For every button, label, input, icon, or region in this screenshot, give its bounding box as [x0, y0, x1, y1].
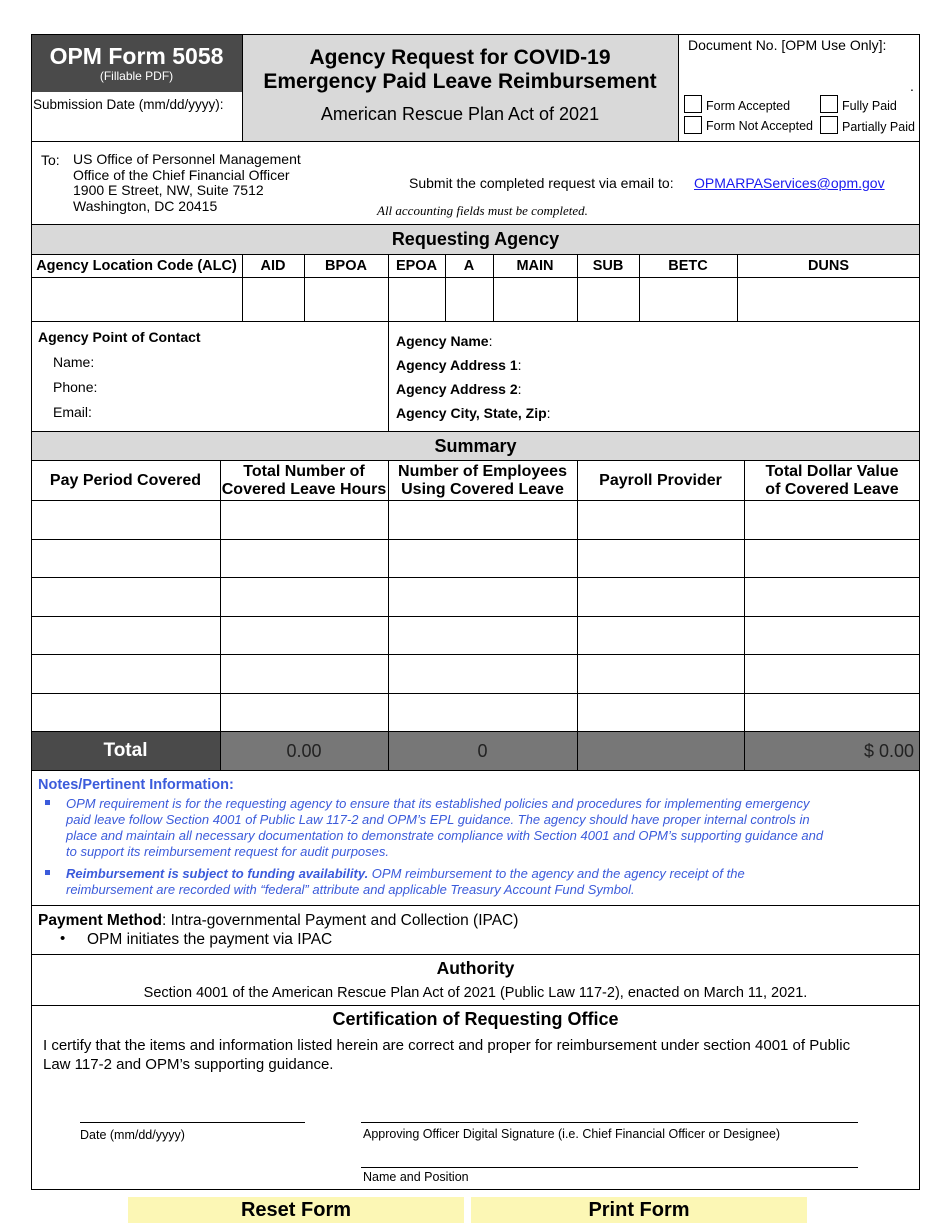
summary-col-divider	[577, 460, 578, 770]
poc-email-label: Email:	[53, 404, 92, 420]
submit-email-link[interactable]: OPMARPAServices@opm.gov	[694, 175, 885, 191]
poc-name-label: Name:	[53, 354, 95, 370]
payment-method: Payment Method: Intra-governmental Payment and Collection (IPAC)	[38, 912, 519, 929]
poc-bottom-line	[31, 431, 920, 432]
summary-heading-bottom	[31, 460, 920, 461]
total-dollars-value: $ 0.00	[744, 732, 920, 770]
notes-bottom-line	[31, 905, 920, 906]
certification-text: I certify that the items and information listed herein are correct and proper for reimbursement under section 4001 of Public Law 117-2 and OPM’s supporting guidance.	[43, 1037, 851, 1073]
agency-name-label: Agency Name:	[396, 333, 493, 349]
col-a-header: A	[463, 258, 475, 274]
payment-bottom-line	[31, 954, 920, 955]
address-line2: Office of the Chief Financial Officer	[73, 166, 290, 183]
header-bottom-line	[31, 141, 920, 142]
agency-col-divider	[737, 254, 738, 321]
to-label: To:	[41, 152, 60, 168]
leave-hours-header-l1: Total Number of	[243, 462, 365, 480]
dollar-value-header-l2: of Covered Leave	[765, 480, 899, 498]
form-border	[31, 34, 920, 1190]
form-title-line2: Emergency Paid Leave Reimbursement	[263, 70, 657, 93]
summary-col-divider	[388, 460, 389, 770]
col-epoa-header: EPOA	[395, 258, 438, 274]
form-title-line1: Agency Request for COVID-19	[309, 46, 611, 69]
summary-row-line	[31, 693, 920, 694]
agency-city-label: Agency City, State, Zip:	[396, 405, 551, 421]
header-divider	[242, 34, 243, 141]
employees-header-l1: Number of Employees	[398, 462, 567, 480]
authority-title: Authority	[436, 958, 515, 978]
poc-divider	[388, 321, 389, 431]
certification-title: Certification of Requesting Office	[332, 1009, 619, 1029]
dot-mark: .	[910, 78, 914, 94]
notes-title: Notes/Pertinent Information:	[38, 777, 234, 793]
agency-address1-label: Agency Address 1:	[396, 357, 522, 373]
name-position-label: Name and Position	[363, 1170, 469, 1184]
col-bpoa-header: BPOA	[325, 258, 367, 274]
agency-columns-bottom	[31, 277, 920, 278]
form-not-accepted-label: Form Not Accepted	[706, 119, 813, 133]
total-employees-value: 0	[388, 732, 577, 770]
date-label: Date (mm/dd/yyyy)	[80, 1128, 185, 1142]
submission-date-label: Submission Date (mm/dd/yyyy):	[33, 97, 224, 112]
payroll-provider-header: Payroll Provider	[599, 471, 722, 489]
agency-col-divider	[388, 254, 389, 321]
fillable-note: (Fillable PDF)	[99, 69, 174, 83]
partially-paid-label: Partially Paid	[842, 120, 915, 134]
summary-row-line	[31, 731, 920, 732]
authority-bottom-line	[31, 1005, 920, 1006]
address-line4: Washington, DC 20415	[73, 197, 218, 214]
poc-phone-label: Phone:	[53, 379, 98, 395]
signature-label: Approving Officer Digital Signature (i.e. Chief Financial Officer or Designee)	[363, 1127, 781, 1141]
leave-hours-header-l2: Covered Leave Hours	[221, 480, 387, 498]
agency-col-divider	[242, 254, 243, 321]
agency-col-divider	[304, 254, 305, 321]
summary-row-line	[31, 539, 920, 540]
address-bottom-line	[31, 224, 920, 225]
col-betc-header: BETC	[668, 258, 708, 274]
authority-text: Section 4001 of the American Rescue Plan Act of 2021 (Public Law 117-2), enacted on March 11, 2021.	[143, 985, 808, 1001]
payment-bullet-icon: •	[60, 930, 66, 947]
document-no-label: Document No. [OPM Use Only]:	[688, 37, 887, 53]
agency-col-divider	[493, 254, 494, 321]
agency-col-divider	[445, 254, 446, 321]
fully-paid-label: Fully Paid	[842, 99, 897, 113]
pay-period-header: Pay Period Covered	[49, 471, 202, 489]
agency-col-divider	[577, 254, 578, 321]
reset-form-button[interactable]: Reset Form	[128, 1197, 464, 1223]
payment-bullet-text: OPM initiates the payment via IPAC	[87, 931, 333, 948]
address-line3: 1900 E Street, NW, Suite 7512	[73, 182, 264, 198]
col-main-header: MAIN	[516, 258, 554, 274]
requesting-agency-heading: Requesting Agency	[31, 225, 920, 254]
col-duns-header: DUNS	[807, 258, 850, 274]
total-label: Total	[103, 740, 148, 761]
form-subtitle: American Rescue Plan Act of 2021	[320, 104, 600, 124]
print-form-button[interactable]: Print Form	[471, 1197, 807, 1223]
summary-heading: Summary	[31, 432, 920, 460]
form-name: OPM Form 5058	[49, 43, 224, 69]
address-line1: US Office of Personnel Management	[73, 151, 301, 167]
agency-col-divider	[639, 254, 640, 321]
col-sub-header: SUB	[592, 258, 624, 274]
accounting-note: All accounting fields must be completed.	[377, 203, 588, 218]
form-accepted-label: Form Accepted	[706, 99, 791, 113]
agency-heading-bottom	[31, 254, 920, 255]
total-bottom-line	[31, 770, 920, 771]
poc-title: Agency Point of Contact	[38, 329, 201, 345]
summary-row-line	[31, 577, 920, 578]
summary-header-bottom	[31, 500, 920, 501]
header-divider	[678, 34, 679, 141]
total-hours-value: 0.00	[220, 732, 388, 770]
col-alc-header: Agency Location Code (ALC)	[36, 258, 237, 274]
agency-row-bottom	[31, 321, 920, 322]
submit-instructions: Submit the completed request via email to:	[409, 175, 674, 191]
dollar-value-header-l1: Total Dollar Value	[765, 462, 899, 480]
summary-col-divider	[220, 460, 221, 770]
col-aid-header: AID	[260, 258, 286, 274]
agency-address2-label: Agency Address 2:	[396, 381, 522, 397]
summary-row-line	[31, 654, 920, 655]
employees-header-l2: Using Covered Leave	[401, 480, 564, 498]
summary-row-line	[31, 616, 920, 617]
note1-text: OPM requirement is for the requesting agency to ensure that its established policies and procedures for implementing emergency paid leave follow Section 4001 of Public Law 117-2 and OPM’s EPL guidance. The agency should have proper internal controls in place and maintain all necessary documentation to demonstrate compliance with Section 4001 and OPM’s supporting guidance and to support its reimbursement request for audit purposes.	[66, 796, 824, 859]
summary-col-divider	[744, 460, 745, 770]
note2-text: Reimbursement is subject to funding availability. OPM reimbursement to the agency and the agency receipt of the reimbursement are recorded with “federal” attribute and applicable Treasury Account Fund Symbol.	[66, 866, 745, 897]
